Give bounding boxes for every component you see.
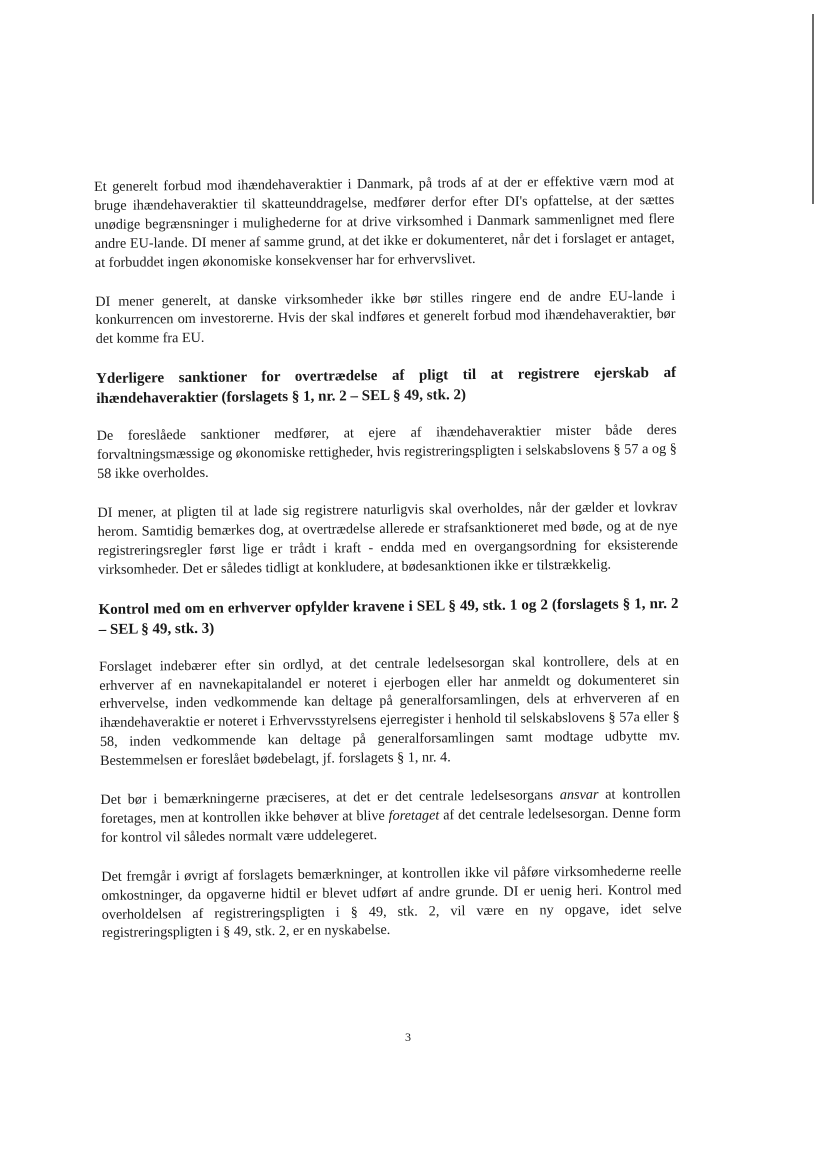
emphasis-ansvar: ansvar: [559, 786, 599, 804]
section-heading-sanctions: Yderligere sanktioner for overtrædelse af pligt til at registrere ejerskab af ihændehaveraktier (forslagets § 1, nr. 2 – SEL § 49, stk. 2): [96, 365, 677, 408]
paragraph-1: Et generelt forbud mod ihændehaveraktier i Danmark, på trods af at der er effektive værn mod at bruge ihændehaveraktier til skatteunddragelse, medfører derfor efter DI's opfattelse, at der sættes unødige begrænsninger i mulighederne for at drive virksomhed i Danmark sammenlignet med flere andre EU-lande. DI mener af samme grund, at det ikke er dokumenteret, når det i forslaget er antaget, at forbuddet ingen økonomiske konsekvenser har for erhvervslivet.: [94, 172, 675, 271]
document-body: [94, 172, 682, 963]
page-number: 3: [405, 1030, 411, 1044]
paragraph-6-part-a: Det bør i bemærkningerne præciseres, at det er det centrale ledelsesorgans: [100, 787, 560, 808]
paragraph-5: Forslaget indebærer efter sin ordlyd, at det centrale ledelsesorgan skal kontrollere, dels at en erhverver af en navnekapitalandel er noteret i ejerbogen eller har anmeldt og dokumenteret sin erhvervelse, inden vedkommende kan deltage på generalforsamlingen, dels at erhververen af en ihændehaveraktie er noteret i Erhvervsstyrelsens ejerregister i henhold til selskabslovens § 57a eller § 58, inden vedkommende kan deltage på generalforsamlingen samt modtage udbytte mv. Bestemmelsen er foreslået bødebelagt, jf. forslagets § 1, nr. 4.: [99, 652, 680, 770]
paragraph-2: DI mener generelt, at danske virksomheder ikke bør stilles ringere end de andre EU-lande i konkurrencen om investorerne. Hvis der skal indføres et generelt forbud mod ihændehaveraktier, bør det komme fra EU.: [95, 287, 676, 348]
paragraph-6-part-b: at kontrollen foretages, men at kontrollen ikke behøver at blive: [100, 785, 681, 827]
paragraph-4: DI mener, at pligten til at lade sig registrere naturligvis skal overholdes, når der gælder et lovkrav herom. Samtidig bemærkes dog, at overtrædelse allerede er strafsanktioneret med bøde, og at de nye registreringsregler først lige er trådt i kraft - endda med en overgangsordning for eksisterende virksomheder. Det er således tidligt at konkludere, at bødesanktionen ikke er tilstrækkelig.: [97, 498, 678, 578]
paragraph-7: Det fremgår i øvrigt af forslagets bemærkninger, at kontrollen ikke vil påføre virksomhederne reelle omkostninger, da opgaverne hidtil er blevet udført af andre grunde. DI er uenig heri. Kontrol med overholdelsen af registreringspligten i § 49, stk. 2, vil være en ny opgave, idet selve registreringspligten i § 49, stk. 2, er en nyskabelse.: [101, 862, 682, 942]
paragraph-3: De foreslåede sanktioner medfører, at ejere af ihændehaveraktier mister både deres forvaltningsmæssige og økonomiske rettigheder, hvis registreringspligten i selskabslovens § 57 a og § 58 ikke overholdes.: [96, 422, 677, 483]
section-heading-control: Kontrol med om en erhverver opfylder kravene i SEL § 49, stk. 1 og 2 (forslagets § 1, nr. 2 – SEL § 49, stk. 3): [98, 595, 679, 638]
paragraph-6-part-c: af det centrale ledelsesorgan. Denne form for kontrol vil således normalt være uddelegeret.: [100, 804, 681, 846]
paragraph-6: [100, 785, 681, 848]
emphasis-foretaget: foretaget: [388, 807, 440, 824]
scan-edge-line: [812, 14, 814, 204]
